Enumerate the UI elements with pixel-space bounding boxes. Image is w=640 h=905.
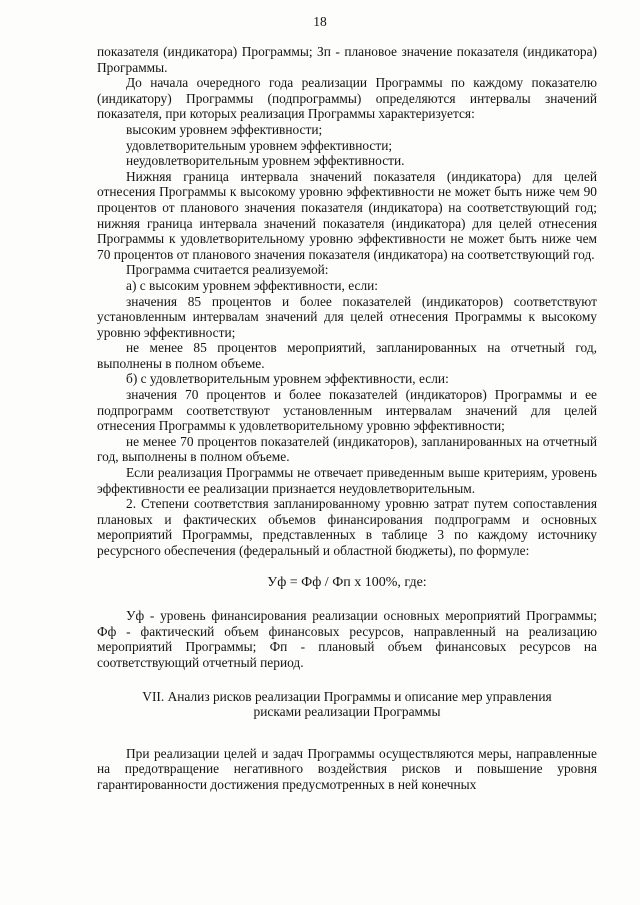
paragraph-intervals-intro: До начала очередного года реализации Программы по каждому показателю (индикатору) Программы (подпрограммы) определяются интервалы значений показателя, при которых реализация Программы характеризуется: <box>97 75 597 122</box>
list-item-satisfactory-efficiency: удовлетворительным уровнем эффективности; <box>126 137 393 153</box>
paragraph-program-realized: Программа считается реализуемой: <box>126 262 329 278</box>
section-heading-line-2: рисками реализации Программы <box>253 704 441 720</box>
paragraph-criteria-a-2: не менее 85 процентов мероприятий, запланированных на отчетный год, выполнены в полном объеме. <box>97 340 597 371</box>
paragraph-criteria-b-1: значения 70 процентов и более показателей (индикаторов) Программы и ее подпрограмм соответствуют установленным интервалам значений для целей отнесения Программы к удовлетворительному уровню эффективности; <box>97 387 597 434</box>
paragraph-criteria-a: а) с высоким уровнем эффективности, если: <box>126 277 379 293</box>
paragraph-criteria-a-1: значения 85 процентов и более показателей (индикаторов) соответствуют установленным интервалам значений для целей отнесения Программы к высокому уровню эффективности; <box>97 293 597 340</box>
paragraph-criteria-b: б) с удовлетворительным уровнем эффективности, если: <box>126 371 449 387</box>
paragraph-risk-measures: При реализации целей и задач Программы осуществляются меры, направленные на предотвращение негативного воздействия рисков и повышение уровня гарантированности достижения предусмотренных в ней конечных <box>97 745 597 792</box>
document-body <box>97 44 597 793</box>
paragraph-formula-explanation: Уф - уровень финансирования реализации основных мероприятий Программы; Фф - фактический объем финансовых ресурсов, направленный на реализацию мероприятий Программы; Фп - плановый объем финансовых ресурсов на соответствующий отчетный период. <box>97 608 597 670</box>
paragraph-cost-compliance: 2. Степени соответствия запланированному уровню затрат путем сопоставления плановых и фактических объемов финансирования подпрограмм и основных мероприятий Программы, представленных в таблице 3 по каждому источнику ресурсного обеспечения (федеральный и областной бюджеты), по формуле: <box>97 496 597 558</box>
paragraph-criteria-b-2: не менее 70 процентов показателей (индикаторов), запланированных на отчетный год, выполнены в полном объеме. <box>97 433 597 465</box>
section-heading <box>97 689 597 720</box>
formula: Уф = Фф / Фп х 100%, где: <box>267 574 427 590</box>
section-heading-line-1: VII. Анализ рисков реализации Программы и описание мер управления <box>142 688 552 704</box>
page-number: 18 <box>313 14 327 29</box>
list-item-high-efficiency: высоким уровнем эффективности; <box>126 121 323 137</box>
paragraph-lower-bounds: Нижняя граница интервала значений показателя (индикатора) для целей отнесения Программы к высокому уровню эффективности не может быть ниже чем 90 процентов от планового значения показателя (индикатора) на соответствующий год; нижняя граница интервала значений показателя (индикатора) для целей отнесения Программы к удовлетворительному уровню эффективности не может быть ниже чем 70 процентов от планового значения показателя (индикатора) на соответствующий год. <box>97 168 597 262</box>
paragraph-indicator-continuation: показателя (индикатора) Программы; Зп - плановое значение показателя (индикатора) Программы. <box>97 44 597 75</box>
list-item-unsatisfactory-efficiency: неудовлетворительным уровнем эффективности. <box>126 153 405 169</box>
paragraph-unsatisfactory: Если реализация Программы не отвечает приведенным выше критериям, уровень эффективности ее реализации признается неудовлетворительным. <box>97 465 597 496</box>
